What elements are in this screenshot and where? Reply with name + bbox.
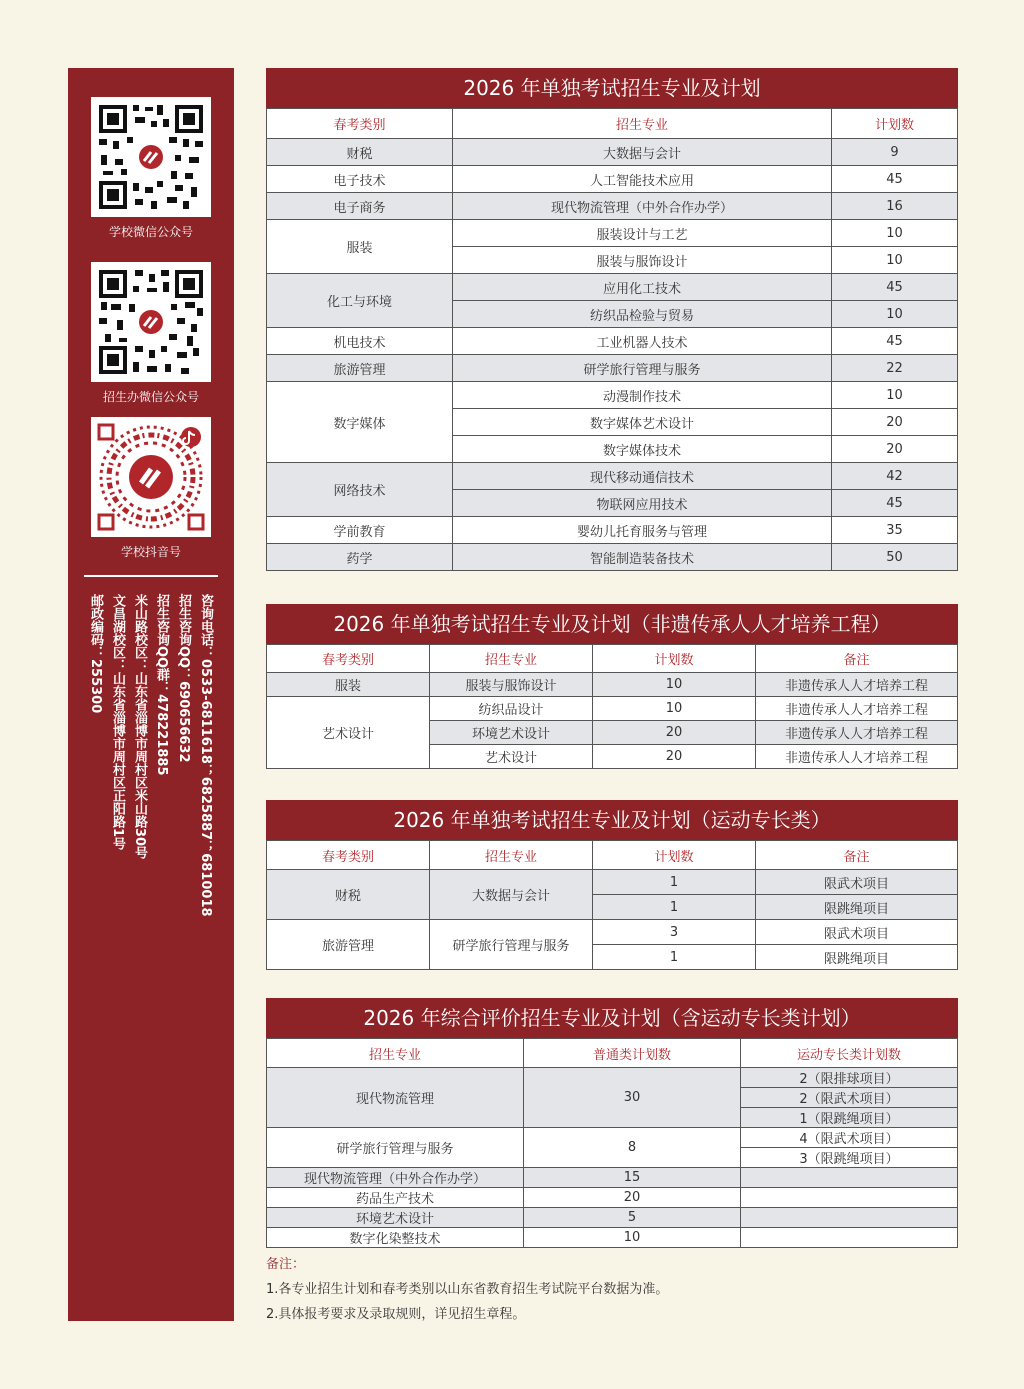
table-row bbox=[267, 544, 958, 571]
major-cell: 现代物流管理 bbox=[267, 1068, 524, 1128]
major-cell: 数字化染整技术 bbox=[267, 1228, 524, 1248]
qr-admission-label: 招生办微信公众号 bbox=[102, 390, 199, 404]
plan-cell: 20 bbox=[832, 409, 958, 436]
sport-plan-cell: 2（限排球项目） bbox=[741, 1068, 958, 1088]
table-row bbox=[267, 1208, 958, 1228]
plan-cell: 3 bbox=[593, 920, 756, 945]
plan-cell: 20 bbox=[593, 745, 756, 769]
column-header: 招生专业 bbox=[453, 109, 832, 139]
table-row bbox=[267, 1168, 958, 1188]
contact-qq-group: 招生咨询QQ群：478221885 bbox=[154, 594, 169, 776]
major-cell: 环境艺术设计 bbox=[430, 721, 593, 745]
plan-cell: 1 bbox=[593, 945, 756, 970]
plan-cell: 45 bbox=[832, 274, 958, 301]
major-cell: 艺术设计 bbox=[430, 745, 593, 769]
wechat-qr-code[interactable] bbox=[91, 97, 211, 217]
column-header: 春考类别 bbox=[267, 109, 453, 139]
category-cell: 化工与环境 bbox=[267, 274, 453, 328]
plan-cell: 10 bbox=[832, 301, 958, 328]
category-cell: 艺术设计 bbox=[267, 697, 430, 769]
douyin-code-icon bbox=[91, 417, 211, 537]
qr-douyin-label: 学校抖音号 bbox=[120, 545, 181, 559]
note-item: 1.各专业招生计划和春考类别以山东省教育招生考试院平台数据为准。 bbox=[266, 1282, 669, 1297]
column-header: 招生专业 bbox=[267, 1039, 524, 1068]
plan-cell: 1 bbox=[593, 870, 756, 895]
table-row bbox=[267, 463, 958, 490]
plan-cell: 10 bbox=[593, 673, 756, 697]
contact-campus-mishan: 米山路校区：山东省淄博市周村区米山路30号 bbox=[132, 594, 147, 860]
major-cell: 环境艺术设计 bbox=[267, 1208, 524, 1228]
major-cell: 数字媒体艺术设计 bbox=[453, 409, 832, 436]
category-cell: 数字媒体 bbox=[267, 382, 453, 463]
table-title: 2026 年综合评价招生专业及计划（含运动专长类计划） bbox=[266, 998, 958, 1038]
major-cell: 应用化工技术 bbox=[453, 274, 832, 301]
plan-cell: 8 bbox=[524, 1128, 741, 1168]
plan-cell: 5 bbox=[524, 1208, 741, 1228]
qr-code-icon bbox=[91, 97, 211, 217]
table-row bbox=[267, 1068, 958, 1088]
plan-cell: 20 bbox=[593, 721, 756, 745]
notes-title: 备注： bbox=[266, 1257, 306, 1272]
table-row bbox=[267, 139, 958, 166]
plan-cell: 35 bbox=[832, 517, 958, 544]
sports-plan-panel bbox=[266, 800, 958, 970]
plan-cell: 42 bbox=[832, 463, 958, 490]
sport-plan-cell bbox=[741, 1208, 958, 1228]
note-cell: 非遗传承人人才培养工程 bbox=[756, 697, 958, 721]
major-cell: 大数据与会计 bbox=[430, 870, 593, 920]
major-cell: 婴幼儿托育服务与管理 bbox=[453, 517, 832, 544]
plan-cell: 50 bbox=[832, 544, 958, 571]
contact-postcode: 邮政编码：255300 bbox=[88, 594, 103, 714]
plan-cell: 16 bbox=[832, 193, 958, 220]
column-header: 备注 bbox=[756, 841, 958, 870]
note-item: 2.具体报考要求及录取规则，详见招生章程。 bbox=[266, 1307, 526, 1322]
plan-cell: 10 bbox=[832, 247, 958, 274]
category-cell: 学前教育 bbox=[267, 517, 453, 544]
sport-plan-cell: 4（限武术项目） bbox=[741, 1128, 958, 1148]
major-cell: 研学旅行管理与服务 bbox=[267, 1128, 524, 1168]
category-cell: 机电技术 bbox=[267, 328, 453, 355]
note-cell: 限跳绳项目 bbox=[756, 945, 958, 970]
column-header: 春考类别 bbox=[267, 841, 430, 870]
table-row bbox=[267, 673, 958, 697]
plan-cell: 10 bbox=[593, 697, 756, 721]
table-row bbox=[267, 382, 958, 409]
major-cell: 研学旅行管理与服务 bbox=[453, 355, 832, 382]
table-row bbox=[267, 517, 958, 544]
note-cell: 限武术项目 bbox=[756, 870, 958, 895]
column-header: 计划数 bbox=[832, 109, 958, 139]
qr-code-icon bbox=[91, 262, 211, 382]
table-row bbox=[267, 328, 958, 355]
column-header: 普通类计划数 bbox=[524, 1039, 741, 1068]
sport-plan-cell: 3（限跳绳项目） bbox=[741, 1148, 958, 1168]
notes-section bbox=[266, 1252, 668, 1327]
plan-cell: 20 bbox=[832, 436, 958, 463]
major-cell: 现代物流管理（中外合作办学） bbox=[267, 1168, 524, 1188]
table-row bbox=[267, 274, 958, 301]
major-cell: 服装设计与工艺 bbox=[453, 220, 832, 247]
contact-qq: 招生咨询QQ：690656632 bbox=[176, 594, 191, 763]
table-row bbox=[267, 355, 958, 382]
category-cell: 网络技术 bbox=[267, 463, 453, 517]
major-cell: 大数据与会计 bbox=[453, 139, 832, 166]
table-row bbox=[267, 1228, 958, 1248]
note-cell: 限跳绳项目 bbox=[756, 895, 958, 920]
column-header: 招生专业 bbox=[430, 645, 593, 673]
major-cell: 数字媒体技术 bbox=[453, 436, 832, 463]
table-row bbox=[267, 166, 958, 193]
contact-phone: 咨询电话：0533-6811618；6825887；6810018 bbox=[198, 594, 213, 917]
table-row bbox=[267, 193, 958, 220]
sport-plan-cell bbox=[741, 1188, 958, 1208]
major-cell: 纺织品设计 bbox=[430, 697, 593, 721]
table-row bbox=[267, 1128, 958, 1148]
plan-cell: 10 bbox=[832, 220, 958, 247]
major-cell: 工业机器人技术 bbox=[453, 328, 832, 355]
category-cell: 旅游管理 bbox=[267, 920, 430, 970]
column-header: 春考类别 bbox=[267, 645, 430, 673]
plan-cell: 9 bbox=[832, 139, 958, 166]
plan-table-panel bbox=[266, 68, 958, 571]
table-row bbox=[267, 920, 958, 945]
table-row bbox=[267, 1188, 958, 1208]
category-cell: 电子技术 bbox=[267, 166, 453, 193]
column-header: 备注 bbox=[756, 645, 958, 673]
major-cell: 研学旅行管理与服务 bbox=[430, 920, 593, 970]
sport-plan-cell: 1（限跳绳项目） bbox=[741, 1108, 958, 1128]
category-cell: 电子商务 bbox=[267, 193, 453, 220]
sports-plan-table bbox=[266, 840, 958, 970]
major-cell: 服装与服饰设计 bbox=[453, 247, 832, 274]
category-cell: 财税 bbox=[267, 870, 430, 920]
sidebar bbox=[68, 68, 234, 1321]
plan-cell: 15 bbox=[524, 1168, 741, 1188]
column-header: 计划数 bbox=[593, 645, 756, 673]
sport-plan-cell bbox=[741, 1168, 958, 1188]
category-cell: 服装 bbox=[267, 220, 453, 274]
heritage-plan-table bbox=[266, 644, 958, 769]
category-cell: 服装 bbox=[267, 673, 430, 697]
major-cell: 药品生产技术 bbox=[267, 1188, 524, 1208]
plan-cell: 20 bbox=[524, 1188, 741, 1208]
comprehensive-plan-table bbox=[266, 1038, 958, 1248]
admission-qr-code[interactable] bbox=[91, 262, 211, 382]
category-cell: 旅游管理 bbox=[267, 355, 453, 382]
major-cell: 现代物流管理（中外合作办学） bbox=[453, 193, 832, 220]
note-cell: 限武术项目 bbox=[756, 920, 958, 945]
sport-plan-cell: 2（限武术项目） bbox=[741, 1088, 958, 1108]
table-title: 2026 年单独考试招生专业及计划 bbox=[266, 68, 958, 108]
table-title: 2026 年单独考试招生专业及计划（非遗传承人人才培养工程） bbox=[266, 604, 958, 644]
major-cell: 现代移动通信技术 bbox=[453, 463, 832, 490]
table-row bbox=[267, 220, 958, 247]
contact-campus-wenchanghu: 文昌湖校区：山东省淄博市周村区正阳路1号 bbox=[110, 594, 125, 851]
major-cell: 物联网应用技术 bbox=[453, 490, 832, 517]
major-cell: 服装与服饰设计 bbox=[430, 673, 593, 697]
note-cell: 非遗传承人人才培养工程 bbox=[756, 673, 958, 697]
plan-table bbox=[266, 108, 958, 571]
category-cell: 药学 bbox=[267, 544, 453, 571]
plan-cell: 30 bbox=[524, 1068, 741, 1128]
column-header: 计划数 bbox=[593, 841, 756, 870]
table-row bbox=[267, 697, 958, 721]
heritage-plan-panel bbox=[266, 604, 958, 769]
major-cell: 纺织品检验与贸易 bbox=[453, 301, 832, 328]
note-cell: 非遗传承人人才培养工程 bbox=[756, 745, 958, 769]
major-cell: 人工智能技术应用 bbox=[453, 166, 832, 193]
plan-cell: 10 bbox=[832, 382, 958, 409]
note-cell: 非遗传承人人才培养工程 bbox=[756, 721, 958, 745]
plan-cell: 45 bbox=[832, 490, 958, 517]
table-title: 2026 年单独考试招生专业及计划（运动专长类） bbox=[266, 800, 958, 840]
plan-cell: 10 bbox=[524, 1228, 741, 1248]
plan-cell: 22 bbox=[832, 355, 958, 382]
sidebar-divider bbox=[84, 575, 218, 577]
major-cell: 智能制造装备技术 bbox=[453, 544, 832, 571]
plan-cell: 45 bbox=[832, 166, 958, 193]
douyin-qr-code[interactable] bbox=[91, 417, 211, 537]
major-cell: 动漫制作技术 bbox=[453, 382, 832, 409]
comprehensive-plan-panel bbox=[266, 998, 958, 1248]
column-header: 招生专业 bbox=[430, 841, 593, 870]
category-cell: 财税 bbox=[267, 139, 453, 166]
qr-wechat-label: 学校微信公众号 bbox=[108, 225, 193, 239]
sport-plan-cell bbox=[741, 1228, 958, 1248]
table-row bbox=[267, 870, 958, 895]
plan-cell: 1 bbox=[593, 895, 756, 920]
column-header: 运动专长类计划数 bbox=[741, 1039, 958, 1068]
plan-cell: 45 bbox=[832, 328, 958, 355]
